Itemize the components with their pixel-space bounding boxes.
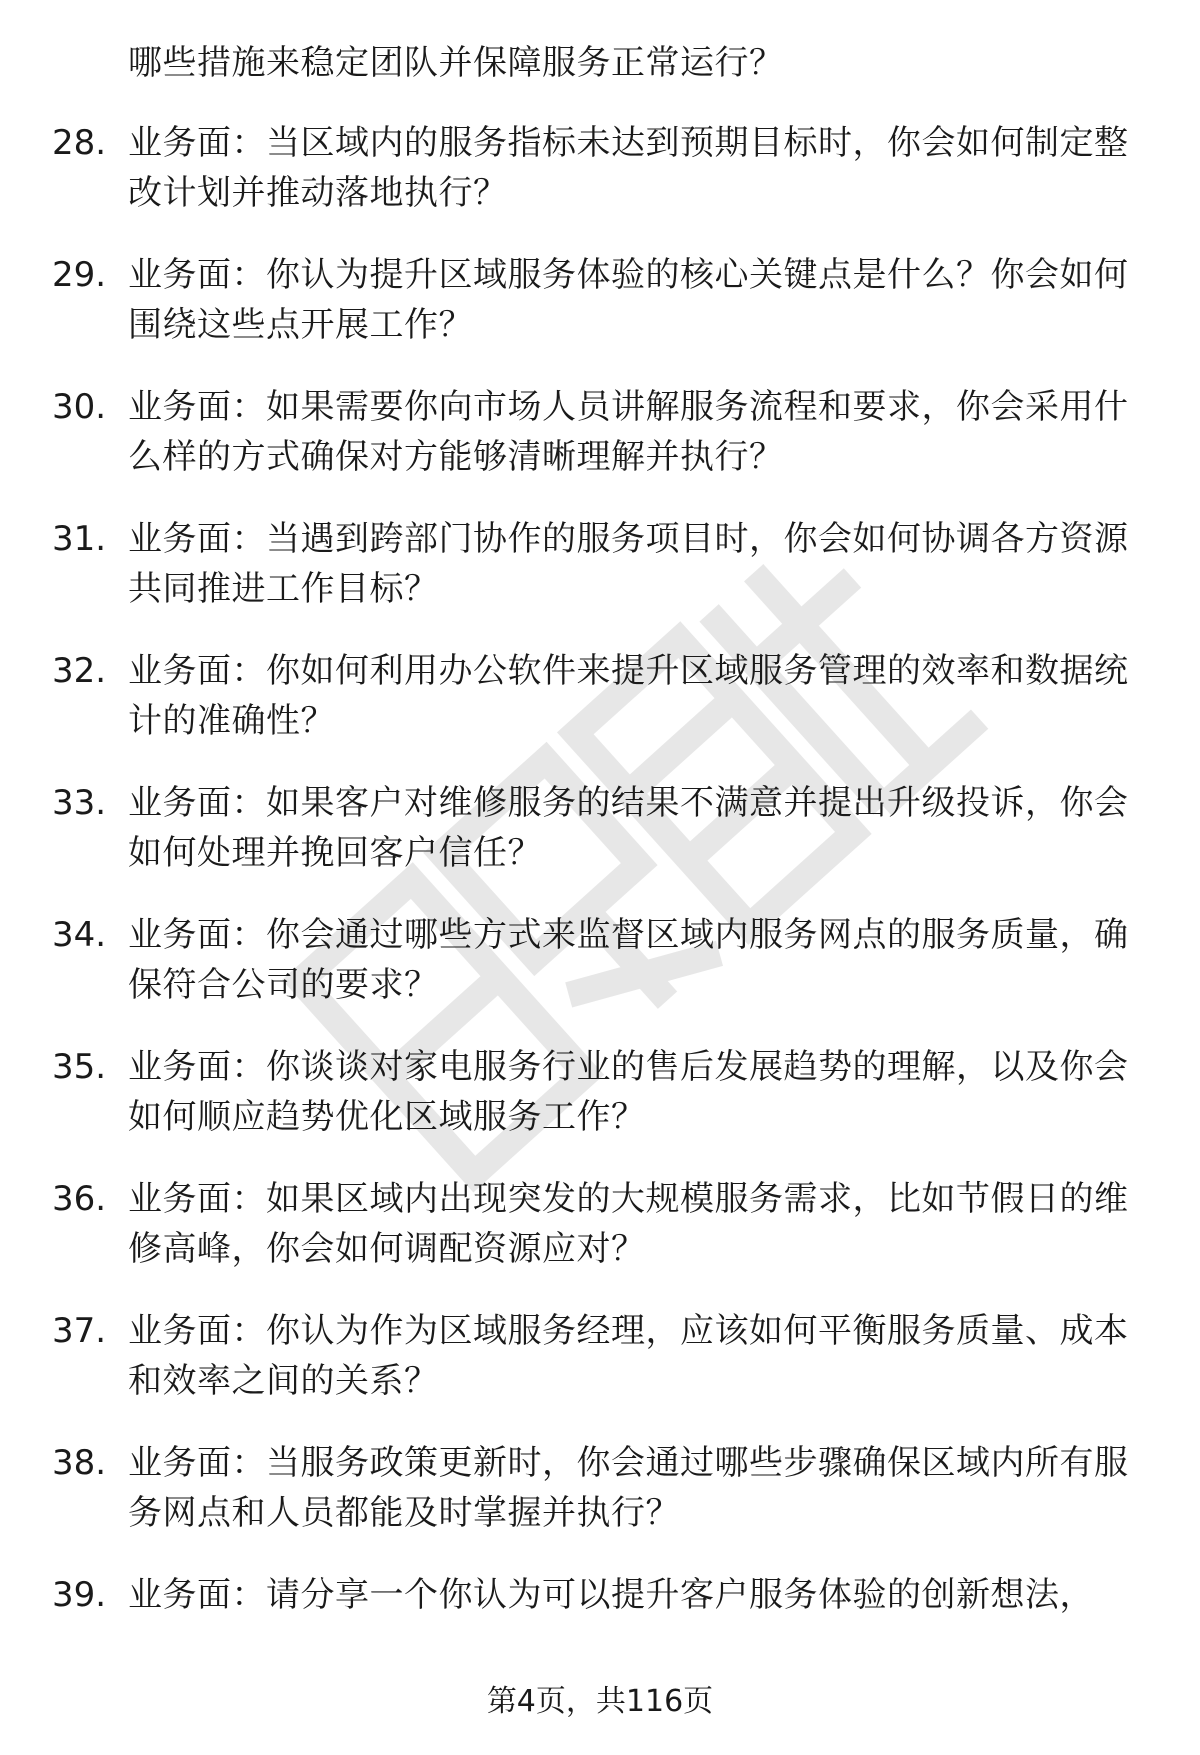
question-number: 39. [52,1575,107,1615]
question-text: 业务面：你谈谈对家电服务行业的售后发展趋势的理解，以及你会如何顺应趋势优化区域服务工作？ [128,1047,1129,1137]
continued-question-text: 哪些措施来稳定团队并保障服务正常运行？ [128,43,784,83]
question-text: 业务面：当区域内的服务指标未达到预期目标时，你会如何制定整改计划并推动落地执行？ [128,123,1129,213]
question-text: 业务面：你认为提升区域服务体验的核心关键点是什么？你会如何围绕这些点开展工作？ [128,255,1129,345]
question-text: 业务面：当服务政策更新时，你会通过哪些步骤确保区域内所有服务网点和人员都能及时掌握并执行？ [128,1443,1129,1533]
question-item [52,118,1152,218]
question-item [52,910,1152,1010]
question-number: 30. [52,387,107,427]
question-text: 业务面：如果客户对维修服务的结果不满意并提出升级投诉，你会如何处理并挽回客户信任？ [128,783,1129,873]
question-number: 33. [52,783,107,823]
question-number: 31. [52,519,107,559]
question-text: 业务面：你如何利用办公软件来提升区域服务管理的效率和数据统计的准确性？ [128,651,1129,741]
question-text: 业务面：你认为作为区域服务经理，应该如何平衡服务质量、成本和效率之间的关系？ [128,1311,1129,1401]
question-item [52,646,1152,746]
question-number: 32. [52,651,107,691]
question-text: 业务面：当遇到跨部门协作的服务项目时，你会如何协调各方资源共同推进工作目标？ [128,519,1129,609]
question-item [52,382,1152,482]
question-text: 业务面：如果需要你向市场人员讲解服务流程和要求，你会采用什么样的方式确保对方能够清晰理解并执行？ [128,387,1129,477]
question-item [52,1306,1152,1406]
question-number: 37. [52,1311,107,1351]
question-number: 29. [52,255,107,295]
question-item [52,514,1152,614]
question-item [52,778,1152,878]
question-item [52,1570,1152,1620]
question-item [52,250,1152,350]
question-number: 35. [52,1047,107,1087]
question-number: 34. [52,915,107,955]
question-number: 38. [52,1443,107,1483]
question-list [52,38,1152,1652]
question-item [52,1042,1152,1142]
question-text: 业务面：请分享一个你认为可以提升客户服务体验的创新想法， [128,1575,1094,1615]
page-number-footer: 第4页，共116页 [486,1684,714,1719]
question-number: 36. [52,1179,107,1219]
question-text: 业务面：你会通过哪些方式来监督区域内服务网点的服务质量，确保符合公司的要求？ [128,915,1129,1005]
question-text: 业务面：如果区域内出现突发的大规模服务需求，比如节假日的维修高峰，你会如何调配资源应对？ [128,1179,1129,1269]
question-item [52,1174,1152,1274]
questions-container [52,118,1152,1620]
question-number: 28. [52,123,107,163]
question-item [52,1438,1152,1538]
